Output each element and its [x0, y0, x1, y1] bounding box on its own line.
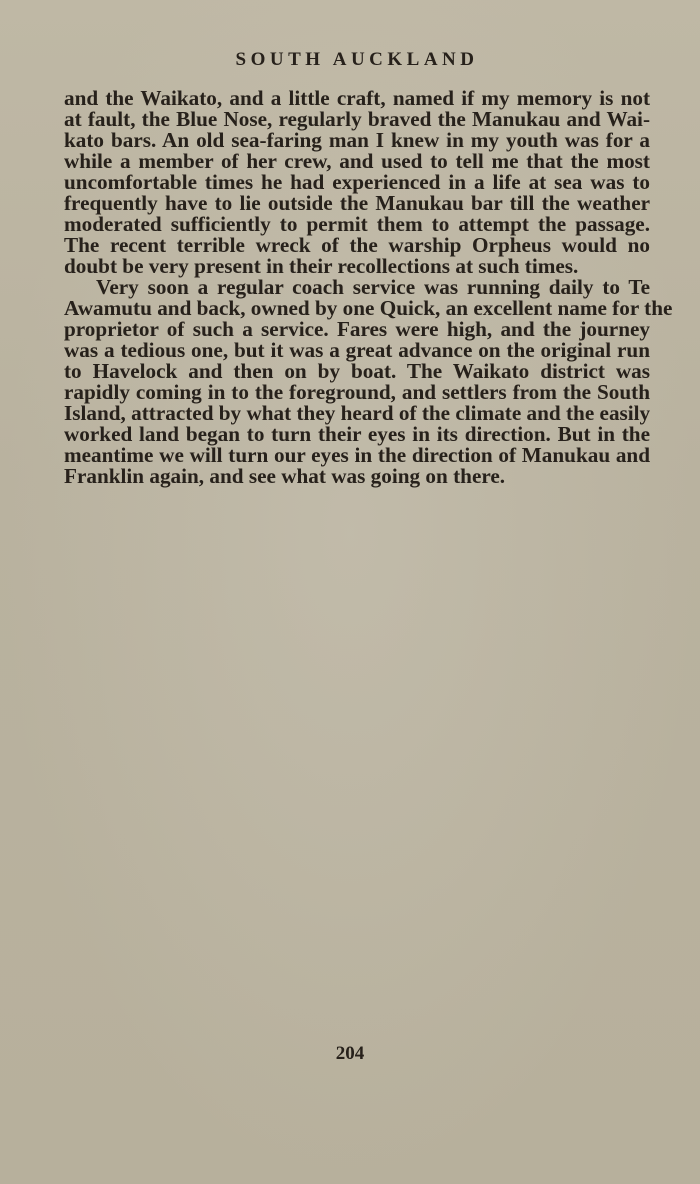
text-line: Awamutu and back, owned by one Quick, an excellent name for the	[64, 296, 673, 320]
text-line: kato bars. An old sea-faring man I knew in my youth was for a	[64, 128, 650, 152]
page-number: 204	[335, 1043, 365, 1064]
text-line: proprietor of such a service. Fares were high, and the journey	[64, 317, 650, 341]
text-line: rapidly coming in to the foreground, and settlers from the South	[64, 380, 650, 404]
text-line: worked land began to turn their eyes in its direction. But in the	[64, 422, 650, 446]
running-head: SOUTH AUCKLAND	[235, 49, 479, 70]
text-line: Very soon a regular coach service was running daily to Te	[96, 275, 650, 299]
text-line: Franklin again, and see what was going on there.	[64, 464, 506, 488]
text-line: to Havelock and then on by boat. The Waikato district was	[64, 359, 650, 383]
text-line: moderated sufficiently to permit them to attempt the passage.	[64, 212, 650, 236]
text-line: was a tedious one, but it was a great advance on the original run	[64, 338, 650, 362]
paragraph-1	[64, 88, 650, 277]
text-line: frequently have to lie outside the Manukau bar till the weather	[64, 191, 650, 215]
text-line: The recent terrible wreck of the warship Orpheus would no	[64, 233, 650, 257]
text-line: meantime we will turn our eyes in the direction of Manukau and	[64, 443, 650, 467]
paragraph-2	[64, 275, 673, 488]
text-line: at fault, the Blue Nose, regularly braved the Manukau and Wai-	[64, 107, 650, 131]
text-line: while a member of her crew, and used to tell me that the most	[64, 149, 650, 173]
text-line: uncomfortable times he had experienced in a life at sea was to	[64, 170, 650, 194]
text-line: doubt be very present in their recollections at such times.	[64, 254, 579, 278]
text-line: Island, attracted by what they heard of the climate and the easily	[64, 401, 651, 425]
text-line: and the Waikato, and a little craft, named if my memory is not	[64, 86, 650, 110]
body-text	[64, 86, 673, 488]
